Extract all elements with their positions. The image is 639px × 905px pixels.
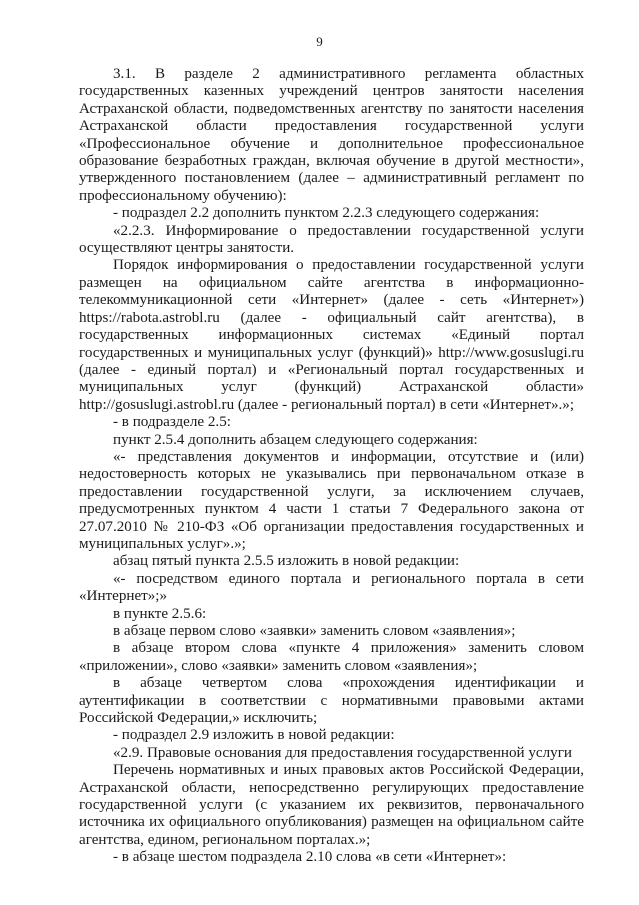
paragraph-informing-procedure: Порядок информирования о предоставлении государственной услуги размещен на официальном сайте агентства в информационно-телекоммуникационной сети «Интернет» (далее - сеть «Интернет») https://rabota.astrobl.ru (далее - официальный сайт агентства), в государственных информационных системах «Единый портал государственных и муниципальных услуг (функций)» http://www.gosuslugi.ru (далее - единый портал) и «Региональный портал государственных и муниципальных услуг (функций) Астраханской области» http://gosuslugi.astrobl.ru (далее - региональный портал) в сети «Интернет».»;	[79, 257, 584, 413]
paragraph-fourth-abzac: в абзаце четвертом слова «прохождения идентификации и аутентификации в соответствии с нормативными правовыми актами Российской Федерации,» исключить;	[79, 675, 584, 727]
paragraph-subsection-2-2: - подраздел 2.2 дополнить пунктом 2.2.3 следующего содержания:	[113, 205, 540, 222]
paragraph-portal-clause: «- посредством единого портала и регионального портала в сети «Интернет»;»	[79, 570, 584, 605]
paragraph-second-abzac: в абзаце втором слова «пункте 4 приложения» заменить словом «приложении», слово «заявки» заменить словом «заявления»;	[79, 640, 584, 674]
paragraph-item-2-5-4: пункт 2.5.4 дополнить абзацем следующего содержания:	[113, 431, 478, 448]
paragraph-item-2-5-6: в пункте 2.5.6:	[113, 605, 207, 622]
paragraph-item-2-5-5: абзац пятый пункта 2.5.5 изложить в новой редакции:	[113, 553, 460, 570]
paragraph-subsection-2-9: - подраздел 2.9 изложить в новой редакции:	[113, 727, 395, 744]
paragraph-subsection-2-10: - в абзаце шестом подраздела 2.10 слова «в сети «Интернет»:	[113, 849, 507, 866]
paragraph-legal-acts-list: Перечень нормативных и иных правовых актов Российской Федерации, Астраханской области, непосредственно регулирующих предоставление государственной услуги (с указанием их реквизитов, первоначального источника их официального опубликования) размещен на официальном сайте агентства, едином, региональном порталах.»;	[79, 762, 584, 848]
paragraph-item-2-9: «2.9. Правовые основания для предоставления государственной услуги	[113, 744, 572, 761]
paragraph-documents-clause: «- представления документов и информации, отсутствие и (или) недостоверность которых не указывались при первоначальном отказе в предоставлении государственной услуги, за исключением случаев, предусмотренных пунктом 4 части 1 статьи 7 Федерального закона от 27.07.2010 № 210-ФЗ «Об организации предоставления государственных и муниципальных услуг».»;	[79, 448, 584, 552]
paragraph-subsection-2-5: - в подразделе 2.5:	[113, 414, 231, 431]
paragraph-3-1: 3.1. В разделе 2 административного регламента областных государственных казенных учреждений центров занятости населения Астраханской области, подведомственных агентству по занятости населения Астраханской области предоставления государственной услуги «Профессиональное обучение и дополнительное профессиональное образование безработных граждан, включая обучение в другой местности», утвержденного постановлением (далее – административный регламент по профессиональному обучению):	[79, 66, 584, 204]
page-number: 9	[316, 34, 323, 49]
paragraph-item-2-2-3: «2.2.3. Информирование о предоставлении государственной услуги осуществляют центры занятости.	[79, 222, 584, 257]
document-body	[79, 66, 584, 867]
paragraph-first-abzac: в абзаце первом слово «заявки» заменить словом «заявления»;	[113, 623, 516, 639]
